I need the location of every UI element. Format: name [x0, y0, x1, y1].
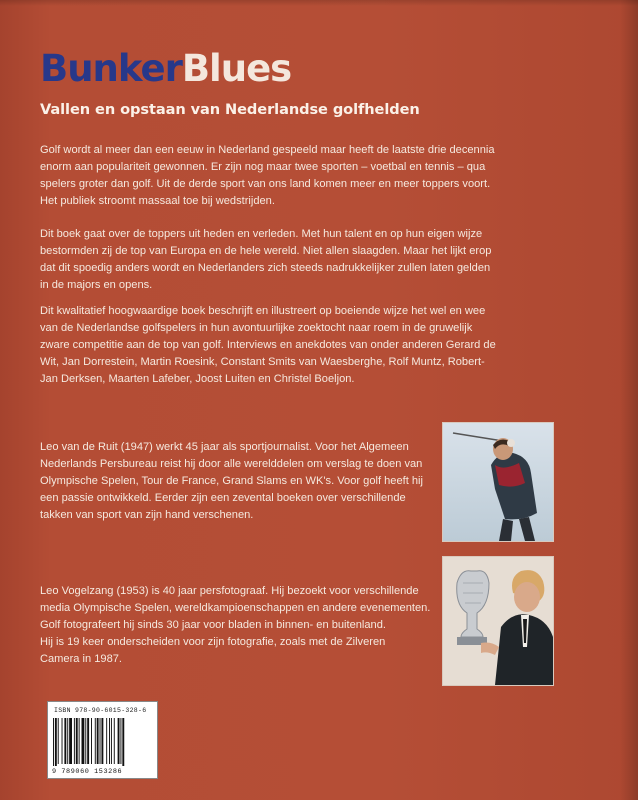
text-line: spelers groter dan golf. Uit de derde sport van ons land komen meer en meer toppers voort. — [40, 178, 491, 190]
author-photo-golfer — [442, 422, 554, 542]
barcode-bar — [95, 718, 96, 764]
barcode-bar — [85, 718, 86, 764]
barcode-bar — [62, 718, 63, 764]
barcode-bar — [58, 718, 59, 764]
text-line: Golf wordt al meer dan een eeuw in Nederland gespeeld maar heeft de laatste drie decennia — [40, 144, 495, 156]
text-line: dat dit spoedig anders wordt en Nederlanders zich steeds nadrukkelijker zullen laten gelden — [40, 262, 491, 274]
barcode-digits: 9 789060 153286 — [52, 768, 123, 776]
barcode-bar — [109, 718, 110, 764]
barcode-bar — [79, 718, 80, 764]
barcode-bar — [97, 718, 99, 764]
text-line: takken van sport van zijn hand verschenen. — [40, 509, 254, 521]
text-line: media Olympische Spelen, wereldkampioenschappen en andere evenementen. — [40, 602, 431, 614]
cover-spine-edge — [620, 0, 638, 800]
photographer-photo-trophy — [442, 556, 554, 686]
text-line: van de Nederlandse golfspelers in hun avontuurlijke zoektocht naar roem in de gruwelijk — [40, 322, 473, 334]
text-line: Wit, Jan Dorrestein, Martin Roesink, Constant Smits van Waesberghe, Rolf Muntz, Robert- — [40, 356, 485, 368]
barcode-bar — [69, 718, 72, 764]
book-title — [40, 47, 292, 90]
text-line: bestormden zij de top van Europa en de hele wereld. Niet allen slaagden. Maar het lijkt erop — [40, 245, 492, 257]
text-line: zware competitie aan de top van golf. Interviews en anekdotes van onder anderen Gerard de — [40, 339, 496, 351]
blurb-paragraph-2 — [40, 226, 560, 294]
barcode-bar — [111, 718, 112, 764]
text-line: Jan Derksen, Maarten Lafeber, Joost Luiten en Christel Boeljon. — [40, 373, 355, 385]
cover-top-edge — [0, 0, 638, 6]
blurb-paragraph-3 — [40, 303, 560, 388]
isbn-label: ISBN 978-90-6015-328-6 — [54, 707, 147, 714]
book-title-part-2: Blues — [181, 47, 292, 90]
barcode-bar — [106, 718, 107, 764]
isbn-barcode — [47, 701, 158, 779]
barcode-bar — [76, 718, 78, 764]
barcode-bar — [74, 718, 75, 764]
text-line: Leo Vogelzang (1953) is 40 jaar persfotograaf. Hij bezoekt voor verschillende — [40, 585, 419, 597]
barcode-bar — [55, 718, 57, 766]
barcode-bars — [53, 718, 153, 766]
barcode-bar — [120, 718, 121, 764]
trophy-portrait-illustration — [443, 557, 553, 685]
text-line: in de majors en opens. — [40, 279, 153, 291]
barcode-bar — [122, 718, 124, 766]
text-line: Camera in 1987. — [40, 653, 123, 665]
text-line: Het publiek stroomt massaal toe bij wedstrijden. — [40, 195, 275, 207]
text-line: Leo van de Ruit (1947) werkt 45 jaar als sportjournalist. Voor het Algemeen — [40, 441, 409, 453]
barcode-bar — [82, 718, 85, 764]
barcode-bar — [100, 718, 101, 764]
text-line: Hij is 19 keer onderscheiden voor zijn fotografie, zoals met de Zilveren — [40, 636, 386, 648]
text-line: enorm aan populariteit gewonnen. Er zijn nog maar twee sporten – voetbal en tennis – qua — [40, 161, 486, 173]
text-line: Dit kwalitatief hoogwaardige boek beschrijft en illustreert op boeiende wijze het wel en wee — [40, 305, 486, 317]
barcode-bar — [87, 718, 89, 764]
book-title-part-1: Bunker — [40, 47, 182, 90]
barcode-bar — [53, 718, 54, 766]
blurb-paragraph-1 — [40, 142, 560, 210]
barcode-bar — [118, 718, 120, 764]
golfer-illustration — [443, 423, 553, 541]
text-line: Olympische Spelen, Tour de France, Grand Slams en WK's. Voor golf heeft hij — [40, 475, 423, 487]
barcode-bar — [101, 718, 103, 764]
barcode-bar — [91, 718, 92, 764]
text-line: een passie ontwikkeld. Eerder zijn een zevental boeken over verschillende — [40, 492, 406, 504]
text-line: Golf fotografeert hij sinds 30 jaar voor bladen in binnen- en buitenland. — [40, 619, 386, 631]
book-subtitle: Vallen en opstaan van Nederlandse golfhelden — [40, 101, 420, 118]
barcode-bar — [64, 718, 66, 764]
barcode-bar — [67, 718, 68, 764]
text-line: Nederlands Persbureau reist hij door alle werelddelen om verslag te doen van — [40, 458, 423, 470]
text-line: Dit boek gaat over de toppers uit heden en verleden. Met hun talent en op hun eigen wijze — [40, 228, 483, 240]
barcode-bar — [114, 718, 115, 764]
